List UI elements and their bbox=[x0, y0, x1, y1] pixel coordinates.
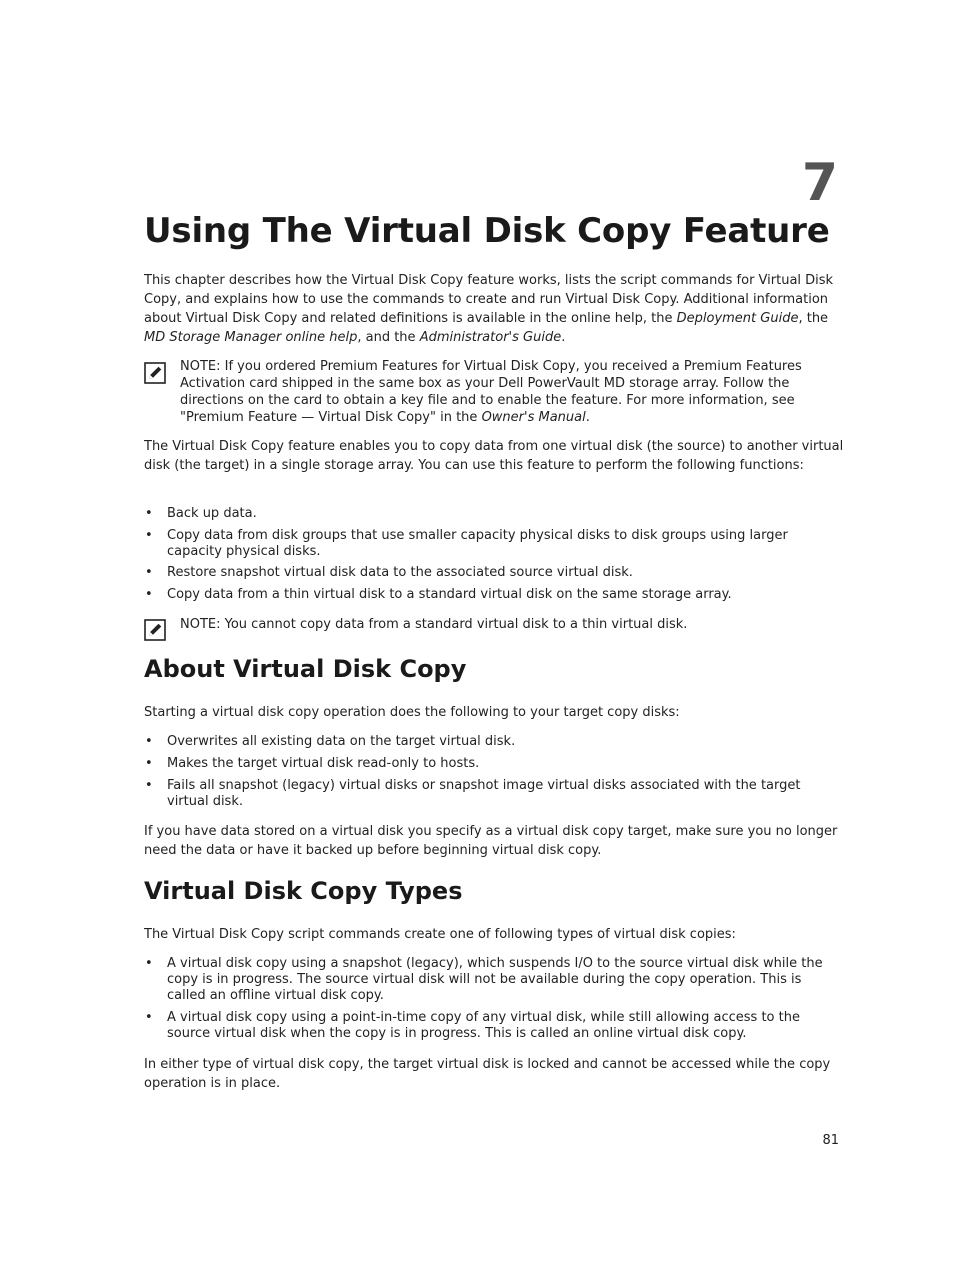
list-item: • Back up data. bbox=[145, 506, 257, 521]
note-premium-features: NOTE: If you ordered Premium Features for Virtual Disk Copy, you received a Premium Features Activation card shipped in the same box as your Dell PowerVault MD storage array. Follow the directions on the card to obtain a key file and to enable the feature. For more information, see "Premium Feature — Virtual Disk Copy" in the Owner's Manual. bbox=[144, 358, 844, 428]
list-item: • Copy data from disk groups that use smaller capacity physical disks to disk groups using larger capacity physical disks. bbox=[145, 528, 788, 559]
section-types-intro: The Virtual Disk Copy script commands create one of following types of virtual disk copies: bbox=[144, 927, 736, 942]
bullets-about bbox=[144, 734, 844, 810]
list-item: • Overwrites all existing data on the target virtual disk. bbox=[145, 734, 516, 749]
list-item: • Fails all snapshot (legacy) virtual disks or snapshot image virtual disks associated with the target virtual disk. bbox=[145, 778, 801, 809]
chapter-number: 7 bbox=[801, 153, 838, 213]
bullets-types bbox=[144, 956, 844, 1042]
bullet-glyph: • bbox=[145, 528, 153, 543]
list-item: • A virtual disk copy using a point-in-time copy of any virtual disk, while still allowing access to the source virtual disk when the copy is in progress. This is called an online virtual disk copy. bbox=[145, 1010, 800, 1041]
list-item: • A virtual disk copy using a snapshot (legacy), which suspends I/O to the source virtual disk while the copy is in progress. The source virtual disk will not be available during the copy operation. This is called an offline virtual disk copy. bbox=[145, 956, 823, 1003]
note-pencil-icon bbox=[144, 362, 166, 384]
list-item: • Makes the target virtual disk read-only to hosts. bbox=[145, 756, 480, 771]
section-about-outro: If you have data stored on a virtual disk you specify as a virtual disk copy target, make sure you no longer need the data or have it backed up before beginning virtual disk copy. bbox=[144, 824, 838, 858]
page-title: Using The Virtual Disk Copy Feature bbox=[144, 211, 830, 251]
list-item: • Copy data from a thin virtual disk to a standard virtual disk on the same storage array. bbox=[145, 587, 732, 602]
bullets-functions bbox=[144, 506, 844, 603]
section-types-outro: In either type of virtual disk copy, the target virtual disk is locked and cannot be accessed while the copy operation is in place. bbox=[144, 1057, 831, 1091]
section-heading-about: About Virtual Disk Copy bbox=[144, 655, 467, 683]
section-about-intro: Starting a virtual disk copy operation does the following to your target copy disks: bbox=[144, 705, 680, 720]
bullet-glyph: • bbox=[145, 734, 153, 749]
para-feature-description: The Virtual Disk Copy feature enables you to copy data from one virtual disk (the source) to another virtual disk (the target) in a single storage array. You can use this feature to perform the following functions: bbox=[144, 439, 844, 473]
list-item: • Restore snapshot virtual disk data to the associated source virtual disk. bbox=[145, 565, 633, 580]
note-thin-disk: NOTE: You cannot copy data from a standard virtual disk to a thin virtual disk. bbox=[144, 616, 844, 642]
page-number: 81 bbox=[822, 1133, 839, 1148]
bullet-glyph: • bbox=[145, 1010, 153, 1025]
bullet-glyph: • bbox=[145, 506, 153, 521]
bullet-glyph: • bbox=[145, 778, 153, 793]
bullet-glyph: • bbox=[145, 756, 153, 771]
section-heading-types: Virtual Disk Copy Types bbox=[144, 877, 463, 905]
note-pencil-icon bbox=[144, 619, 166, 641]
bullet-glyph: • bbox=[145, 565, 153, 580]
bullet-glyph: • bbox=[145, 956, 153, 971]
bullet-glyph: • bbox=[145, 587, 153, 602]
intro-paragraph: This chapter describes how the Virtual Disk Copy feature works, lists the script commands for Virtual Disk Copy, and explains how to use the commands to create and run Virtual Disk Copy. Additional information about Virtual Disk Copy and related definitions is available in the online help, the Deployment Guide, the MD Storage Manager online help, and the Administrator's Guide. bbox=[144, 273, 834, 345]
